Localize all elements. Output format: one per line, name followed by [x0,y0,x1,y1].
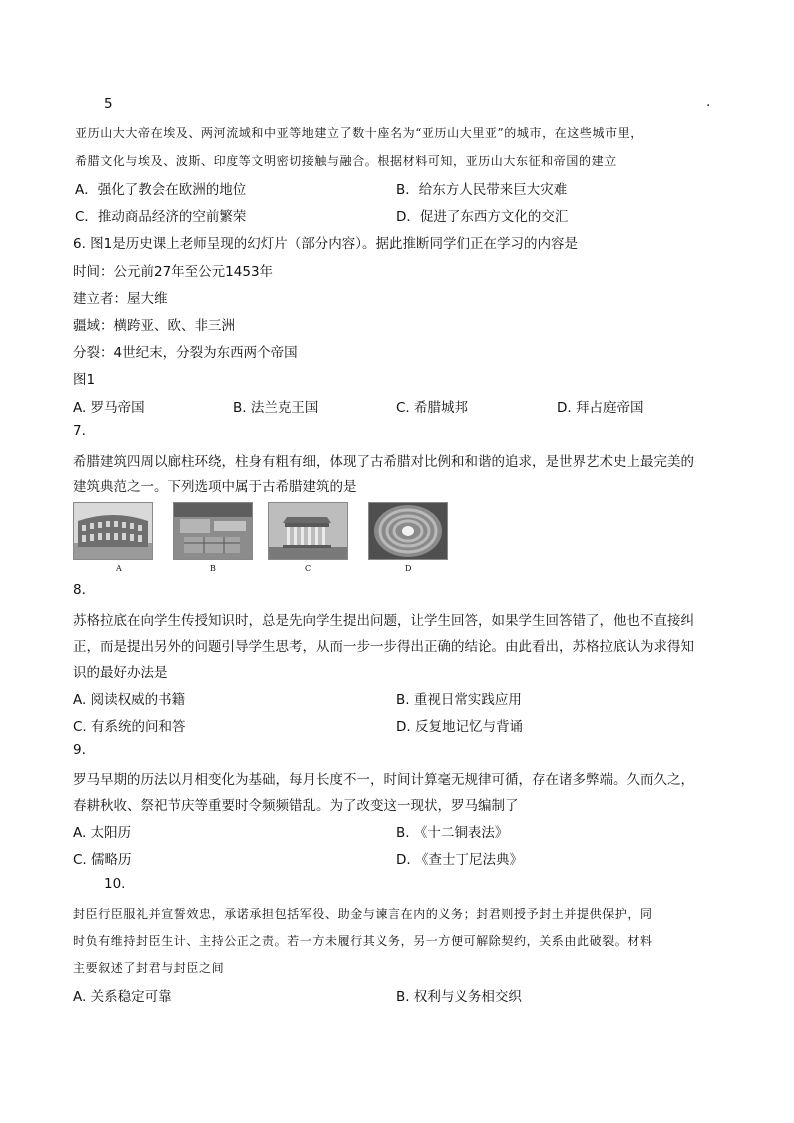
colosseum-photo [73,502,153,560]
q6-option-b: B. 法兰克王国 [233,400,319,416]
q6-stem: 6. 图1是历史课上老师呈现的幻灯片（部分内容）。据此推断同学们正在学习的内容是 [73,236,579,252]
q10-option-b: B. 权利与义务相交织 [396,989,522,1005]
q5-option-d: D．促进了东西方文化的交汇 [396,209,569,225]
q8-number: 8. [73,582,86,598]
q6-option-c: C. 希腊城邦 [396,400,469,416]
q9-option-c: C. 儒略历 [73,852,132,868]
q8-stem-line3: 识的最好办法是 [73,665,168,681]
q7-stem-line1: 希腊建筑四周以廊柱环绕，柱身有粗有细，体现了古希腊对比例和和谐的追求，是世界艺术史上最完美的 [73,454,694,470]
q9-stem-line1: 罗马早期的历法以月相变化为基础，每月长度不一，时间计算毫无规律可循，存在诸多弊端。久而久之， [73,772,694,788]
q9-number: 9. [73,742,86,758]
q9-stem-line2: 春耕秋收、祭祀节庆等重要时令频频错乱。为了改变这一现状，罗马编制了 [73,798,519,814]
image-a-label: A [116,564,122,573]
q10-stem-line1: 封臣行臣服礼并宣誓效忠，承诺承担包括军役、助金与谏言在内的义务；封君则授予封土并提供保护，同 [73,907,653,921]
q6-slide-split: 分裂：4世纪末，分裂为东西两个帝国 [73,345,298,361]
q8-stem-line2: 正，而是提出另外的问题引导学生思考，从而一步一步得出正确的结论。由此看出，苏格拉底认为求得知 [73,639,694,655]
q5-dot: . [706,94,711,110]
image-d-label: D [405,564,412,573]
q7-number: 7. [73,423,86,439]
q5-number: 5 [104,96,113,112]
q5-option-c: C．推动商品经济的空前繁荣 [75,209,247,225]
q9-option-a: A. 太阳历 [73,825,132,841]
q6-figure-label: 图1 [73,372,96,388]
q8-option-c: C. 有系统的问和答 [73,719,186,735]
q10-option-a: A. 关系稳定可靠 [73,989,172,1005]
parthenon-photo [268,502,348,560]
q5-stem-line1: 亚历山大大帝在埃及、两河流域和中亚等地建立了数十座名为“亚历山大里亚”的城市，在这些城市里， [75,126,643,140]
q6-option-a: A. 罗马帝国 [73,400,145,416]
q8-option-a: A. 阅读权威的书籍 [73,692,186,708]
q8-option-d: D. 反复地记忆与背诵 [396,719,523,735]
q10-stem-line3: 主要叙述了封君与封臣之间 [73,961,225,975]
q9-option-b: B. 《十二铜表法》 [396,825,509,841]
q5-stem-line2: 希腊文化与埃及、波斯、印度等文明密切接触与融合。根据材料可知，亚历山大东征和帝国的建立 [75,154,617,168]
q6-slide-territory: 疆域：横跨亚、欧、非三洲 [73,318,235,334]
q10-number: 10. [104,876,126,892]
q9-option-d: D. 《查士丁尼法典》 [396,852,523,868]
q10-stem-line2: 时负有维持封臣生计、主持公正之责。若一方未履行其义务，另一方便可解除契约，关系由此破裂。材料 [73,934,653,948]
q6-slide-time: 时间：公元前27年至公元1453年 [73,264,274,280]
q7-stem-line2: 建筑典范之一。下列选项中属于古希腊建筑的是 [73,479,357,495]
q6-slide-founder: 建立者：屋大维 [73,291,168,307]
image-c-label: C [305,564,312,573]
q5-option-a: A．强化了教会在欧洲的地位 [75,182,247,198]
ruins-photo [173,502,253,560]
image-b-label: B [210,564,216,573]
q6-option-d: D. 拜占庭帝国 [557,400,644,416]
pantheon-dome-photo [368,502,448,560]
q5-option-b: B．给东方人民带来巨大灾难 [396,182,568,198]
q8-stem-line1: 苏格拉底在向学生传授知识时，总是先向学生提出问题，让学生回答，如果学生回答错了，他也不直接纠 [73,613,694,629]
q8-option-b: B. 重视日常实践应用 [396,692,522,708]
